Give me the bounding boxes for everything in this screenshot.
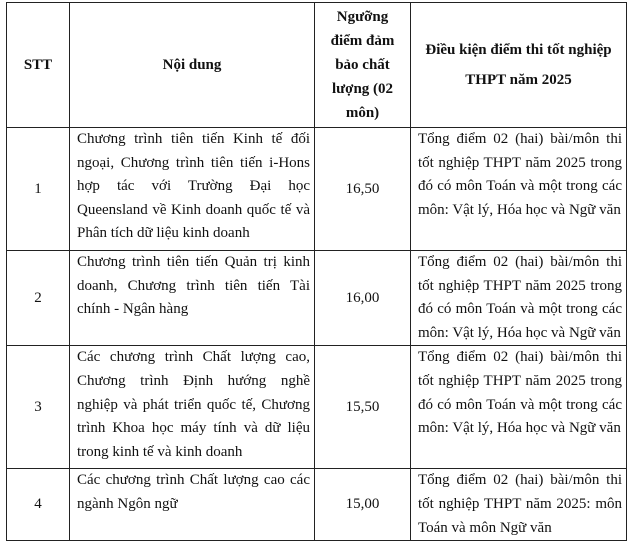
row-stt: 4 (7, 469, 70, 541)
row-score: 16,50 (315, 128, 411, 251)
header-condition-line: Điều kiện điểm thi tốt nghiệp (425, 42, 612, 58)
row-content: Các chương trình Chất lượng cao, Chương trình Định hướng nghề nghiệp và phát triển quốc tế, Chương trình Khoa học máy tính và dữ liệu trong kinh tế và kinh doanh (70, 346, 315, 469)
header-condition (411, 3, 627, 128)
table-row (7, 251, 627, 346)
table-row (7, 128, 627, 251)
table-row (7, 346, 627, 469)
header-threshold-line: môn) (345, 105, 380, 121)
header-row (7, 3, 627, 128)
row-condition: Tổng điểm 02 (hai) bài/môn thi tốt nghiệp THPT năm 2025: môn Toán và môn Ngữ văn (411, 469, 627, 541)
table-row (7, 469, 627, 541)
row-stt: 2 (7, 251, 70, 346)
row-score: 15,00 (315, 469, 411, 541)
row-content: Chương trình tiên tiến Quản trị kinh doanh, Chương trình tiên tiến Tài chính - Ngân hàng (70, 251, 315, 346)
header-content: Nội dung (70, 3, 315, 128)
header-threshold-line: bảo chất (335, 57, 390, 73)
header-threshold-line: lượng (02 (331, 81, 394, 97)
header-threshold (315, 3, 411, 128)
header-stt: STT (7, 3, 70, 128)
row-condition: Tổng điểm 02 (hai) bài/môn thi tốt nghiệp THPT năm 2025 trong đó có môn Toán và một trong các môn: Vật lý, Hóa học và Ngữ văn (411, 128, 627, 251)
row-stt: 1 (7, 128, 70, 251)
row-condition: Tổng điểm 02 (hai) bài/môn thi tốt nghiệp THPT năm 2025 trong đó có môn Toán và một trong các môn: Vật lý, Hóa học và Ngữ văn (411, 251, 627, 346)
admission-threshold-table (6, 2, 627, 541)
row-stt: 3 (7, 346, 70, 469)
row-score: 16,00 (315, 251, 411, 346)
row-content: Các chương trình Chất lượng cao các ngành Ngôn ngữ (70, 469, 315, 541)
header-condition-line: THPT năm 2025 (465, 72, 572, 88)
header-threshold-line: điểm đảm (330, 33, 395, 49)
row-content: Chương trình tiên tiến Kinh tế đối ngoại, Chương trình tiên tiến i-Hons hợp tác với Trường Đại học Queensland về Kinh doanh quốc tế và Phân tích dữ liệu kinh doanh (70, 128, 315, 251)
row-condition: Tổng điểm 02 (hai) bài/môn thi tốt nghiệp THPT năm 2025 trong đó có môn Toán và một trong các môn: Vật lý, Hóa học và Ngữ văn (411, 346, 627, 469)
header-threshold-line: Ngưỡng (336, 9, 389, 25)
row-score: 15,50 (315, 346, 411, 469)
